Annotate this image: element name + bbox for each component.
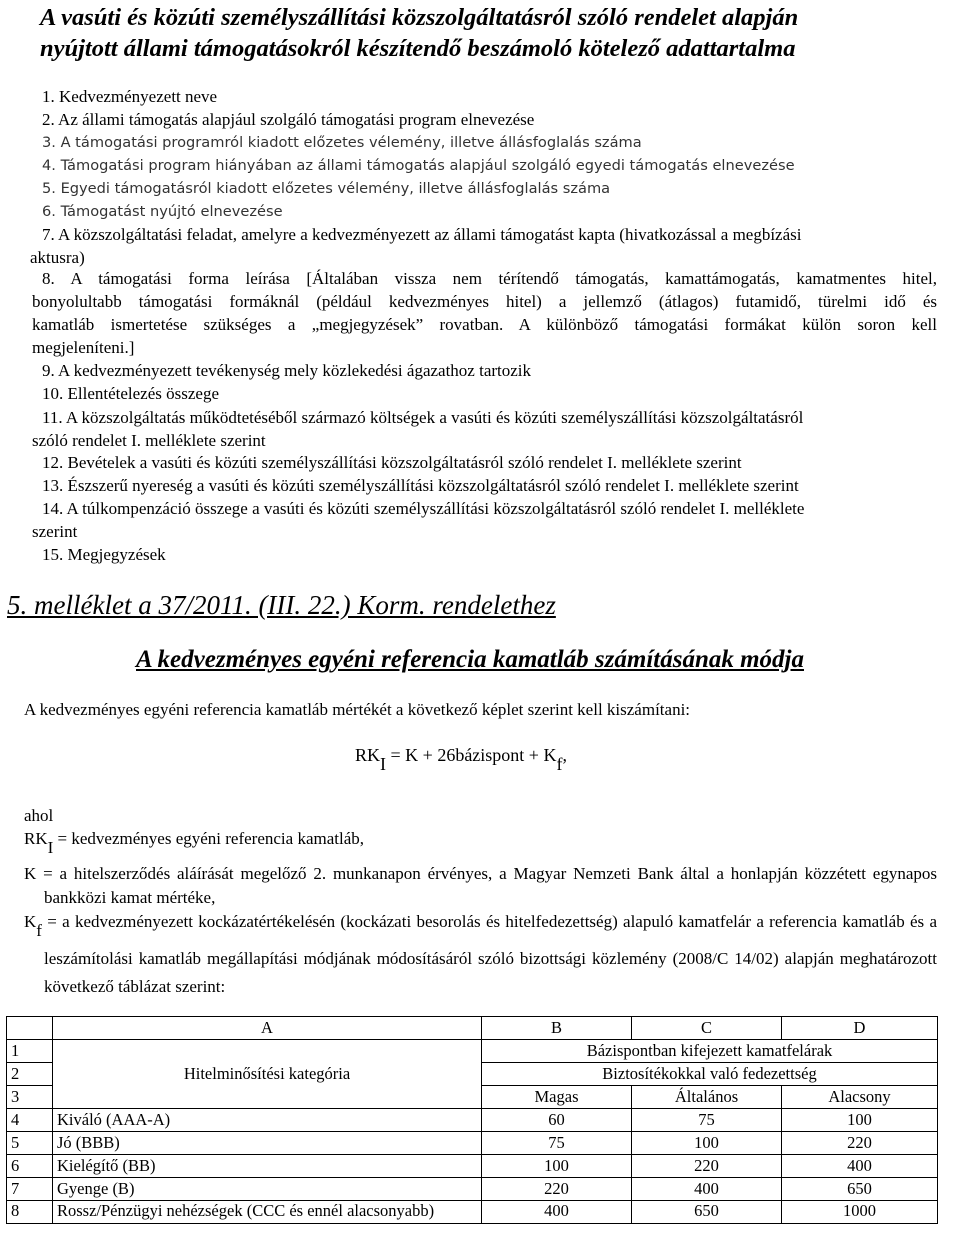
annex-heading: 5. melléklet a 37/2011. (III. 22.) Korm. rendelethez [7,590,556,620]
value-cell: 1000 [782,1201,938,1224]
rating-cell: Kielégítő (BB) [53,1155,482,1178]
row-number: 2 [7,1063,53,1086]
value-cell: 220 [782,1132,938,1155]
list-item-5: 5. Egyedi támogatásról kiadott előzetes vélemény, illetve állásfoglalás száma [42,180,611,197]
table-row [7,1109,938,1132]
table-row [7,1201,938,1224]
col-header-b: B [482,1017,632,1040]
value-cell: 650 [782,1178,938,1201]
collateral-high: Magas [482,1086,632,1109]
list-item-7: 7. A közszolgáltatási feladat, amelyre a kedvezményezett az állami támogatást kapta (hivatkozással a megbízási aktusra) [30,225,802,267]
value-cell: 75 [632,1109,782,1132]
col-header-d: D [782,1017,938,1040]
row-number: 7 [7,1178,53,1201]
intro-paragraph: A kedvezményes egyéni referencia kamatláb mértékét a következő képlet szerint kell kiszámítani: [24,700,691,719]
col-header-c: C [632,1017,782,1040]
collateral-header: Biztosítékokkal való fedezettség [482,1063,938,1086]
formula: $RK_I = K$ + 26bázispont + $K_f$, [355,745,567,774]
list-item-14: 14. A túlkompenzáció összege a vasúti és közúti személyszállítási közszolgáltatásról szóló rendelet I. melléklete szerint [32,499,805,541]
list-item-6: 6. Támogatást nyújtó elnevezése [42,203,283,220]
list-item-12: 12. Bevételek a vasúti és közúti személyszállítási közszolgáltatásról szóló rendelet I. melléklete szerint [42,453,742,472]
value-cell: 75 [482,1132,632,1155]
list-item-11: 11. A közszolgáltatás működtetéséből származó költségek a vasúti és közúti személyszállítási közszolgáltatásról szóló rendelet I. melléklete szerint [32,408,804,450]
value-cell: 100 [632,1132,782,1155]
page-title-line-1: A vasúti és közúti személyszállítási közszolgáltatásról szóló rendelet alapján [40,4,799,31]
definition-kf: Kf = a kedvezményezett kockázatértékelésén (kockázati besorolás és hitelfedezettség) alapuló kamatfelár a referencia kamatláb és a leszámítolási kamatláb megállapítási módjának módosításáról szóló bizottsági közlemény (2008/C 14/02) alapján meghatározott következő táblázat szerint: [24,912,937,996]
rating-cell: Kiváló (AAA-A) [53,1109,482,1132]
row-number: 4 [7,1109,53,1132]
col-header-a: A [53,1017,482,1040]
list-item-3: 3. A támogatási programról kiadott előzetes vélemény, illetve állásfoglalás száma [42,134,642,151]
value-cell: 100 [482,1155,632,1178]
list-item-8: 8. A támogatási forma leírása [Általában vissza nem térítendő támogatás, kamattámogatás, kamatmentes hitel, bonyolultabb támogatási formáknál (például kedvezményes hitel) a jellemző (átlagos) futamidő, türelmi idő és kamatláb ismertetése szükséges a „megjegyzések” rovatban. A különböző támogatási formákat külön soron kell megjeleníteni.] [32,269,937,357]
row-number: 6 [7,1155,53,1178]
row-number: 1 [7,1040,53,1063]
value-cell: 60 [482,1109,632,1132]
row-number: 8 [7,1201,53,1224]
rating-cell: Jó (BBB) [53,1132,482,1155]
value-cell: 400 [632,1178,782,1201]
margin-table [6,1016,938,1224]
definition-rk: RKI = kedvezményes egyéni referencia kamatláb, [24,829,365,857]
margin-header: Bázispontban kifejezett kamatfelárak [482,1040,938,1063]
table-row [7,1132,938,1155]
list-item-13: 13. Észszerű nyereség a vasúti és közúti személyszállítási közszolgáltatásról szóló rendelet I. melléklete szerint [42,476,799,495]
row-number: 5 [7,1132,53,1155]
value-cell: 400 [482,1201,632,1224]
page-title-line-2: nyújtott állami támogatásokról készítendő beszámoló kötelező adattartalma [40,35,796,62]
table-row [7,1040,938,1063]
definition-k: K = a hitelszerződés aláírását megelőző 2. munkanapon érvényes, a Magyar Nemzeti Bank által a honlapján közzétett egynapos bankközi kamat mértéke, [24,864,937,907]
section-title: A kedvezményes egyéni referencia kamatláb számításának módja [136,646,804,673]
list-item-2: 2. Az állami támogatás alapjául szolgáló támogatási program elnevezése [42,110,535,129]
table-row [7,1178,938,1201]
value-cell: 100 [782,1109,938,1132]
list-item-4: 4. Támogatási program hiányában az állami támogatás alapjául szolgáló egyedi támogatás elnevezése [42,157,795,174]
list-item-1: 1. Kedvezményezett neve [42,87,218,106]
list-item-10: 10. Ellentételezés összege [42,384,220,403]
row-number: 3 [7,1086,53,1109]
rating-cell: Rossz/Pénzügyi nehézségek (CCC és ennél alacsonyabb) [53,1201,482,1224]
table-row [7,1155,938,1178]
definition-intro: ahol [24,806,54,825]
rating-cell: Gyenge (B) [53,1178,482,1201]
table-header-row [7,1017,938,1040]
collateral-low: Alacsony [782,1086,938,1109]
list-item-15: 15. Megjegyzések [42,545,166,564]
value-cell: 650 [632,1201,782,1224]
value-cell: 220 [482,1178,632,1201]
value-cell: 400 [782,1155,938,1178]
collateral-normal: Általános [632,1086,782,1109]
list-item-9: 9. A kedvezményezett tevékenység mely közlekedési ágazathoz tartozik [42,361,532,380]
category-header: Hitelminősítési kategória [53,1040,482,1109]
value-cell: 220 [632,1155,782,1178]
